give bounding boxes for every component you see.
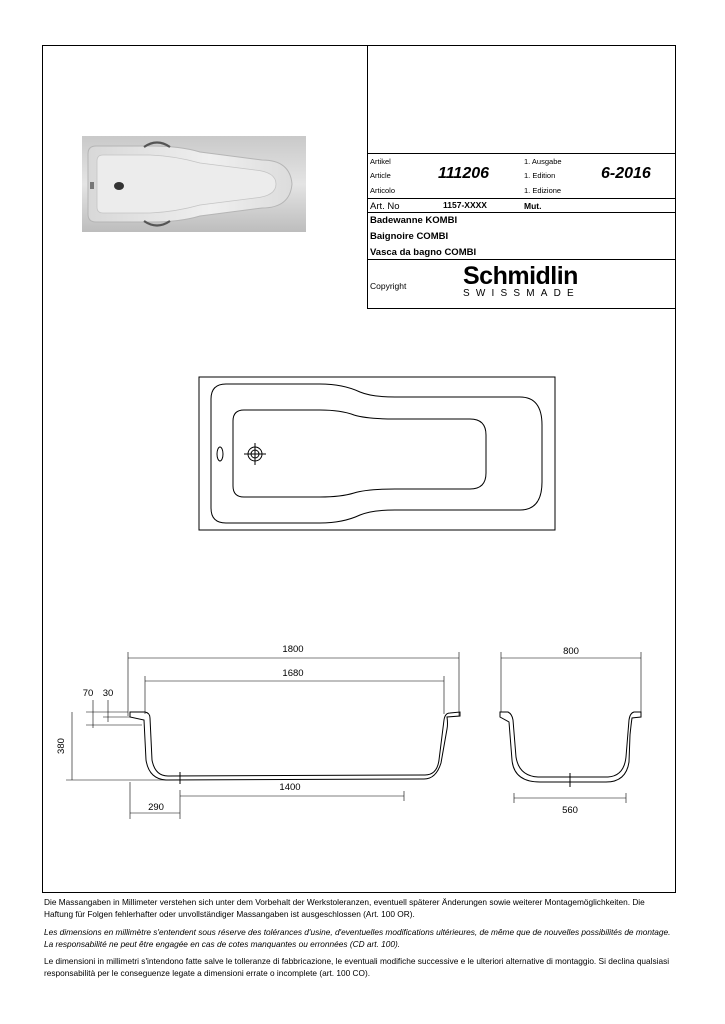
top-view <box>199 377 555 530</box>
dimension-lines <box>66 652 641 819</box>
edition-de: 1. Ausgabe <box>524 157 562 166</box>
edition-date: 6-2016 <box>601 165 651 182</box>
art-no-value: 1157-XXXX <box>443 200 487 210</box>
disclaimer-fr: Les dimensions en millimètre s'entendent sous réserve des tolérances d'usine, d'eventuelles modifications ultérieures, de même que de nouvelles possibilités de montage. La responsabilité ne peut être engagée en cas de cotes manquantes ou erronnées (CD art. 100). <box>44 927 671 949</box>
drain-top-icon <box>244 443 266 465</box>
dim-label-800: 800 <box>563 646 579 657</box>
drain-icon <box>114 182 124 190</box>
article-number: 111206 <box>438 165 490 182</box>
dim-label-70: 70 <box>82 688 94 699</box>
label-article: Article <box>370 171 391 180</box>
label-artikel: Artikel <box>370 157 391 166</box>
end-view <box>500 712 641 787</box>
dim-label-1400: 1400 <box>279 782 301 793</box>
art-no-label: Art. No <box>370 201 400 212</box>
end-view-outline <box>500 712 641 782</box>
product-name-fr: Baignoire COMBI <box>370 231 449 242</box>
mut-label: Mut. <box>524 201 542 211</box>
disclaimer-it: Le dimensioni in millimetri s'intendono fatte salve le tolleranze di fabbricazione, le eventuali modifiche successive e le ulteriori alternative di montaggio. Si declina qualsiasi responsabilità per le conseguenze legate a dimensioni errate o incomplete (art. 100 CO). <box>44 956 670 978</box>
product-name-it: Vasca da bagno COMBI <box>370 247 477 258</box>
bathtub-photo <box>82 136 306 232</box>
side-view <box>130 712 460 784</box>
dim-label-380: 380 <box>56 738 67 754</box>
disclaimer-de: Die Massangaben in Millimeter verstehen sich unter dem Vorbehalt der Werkstoleranzen, eventuell späterer Änderungen sowie weiterer Montagemöglichkeiten. Die Haftung für Folgen fehlerhafter oder unvollständiger Massangaben ist ausgeschlossen (Art. 100 OR). <box>44 897 645 919</box>
product-name-de: Badewanne KOMBI <box>370 215 458 226</box>
dim-label-30: 30 <box>102 688 114 699</box>
dim-label-1680: 1680 <box>282 668 304 679</box>
dim-label-1800: 1800 <box>282 644 304 655</box>
logo-tagline: SWISSMADE <box>463 288 580 299</box>
label-articolo: Articolo <box>370 186 396 195</box>
edition-it: 1. Edizione <box>524 186 562 195</box>
overflow-icon <box>90 182 94 189</box>
top-view-basin <box>233 410 486 497</box>
copyright-label: Copyright <box>370 281 407 291</box>
dim-label-560: 560 <box>562 805 578 816</box>
logo-name: Schmidlin <box>463 262 578 290</box>
side-view-outline <box>130 712 460 780</box>
edition-fr: 1. Edition <box>524 171 556 180</box>
dim-label-290: 290 <box>148 802 164 813</box>
overflow-top-icon <box>217 447 223 461</box>
